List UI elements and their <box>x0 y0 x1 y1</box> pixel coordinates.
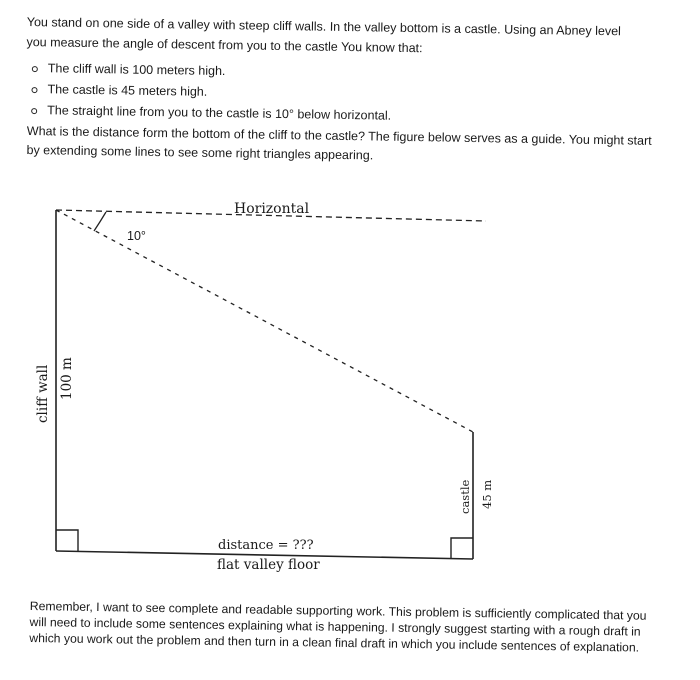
problem-question: What is the distance form the bottom of the cliff to the castle? The figure below serves as a guide. You might start by extending some lines to see some right triangles appearing. <box>26 123 652 163</box>
fact-angle: The straight line from you to the castle is 10° below horizontal. <box>47 100 467 128</box>
line-of-sight <box>56 210 473 432</box>
valley-floor-label: flat valley floor <box>217 557 320 573</box>
right-angle-marker-cliff <box>56 530 78 551</box>
cliff-label: cliff wall <box>35 364 51 423</box>
fact-cliff-height: The cliff wall is 100 meters high. <box>48 58 468 86</box>
horizontal-label: Horizontal <box>234 201 310 217</box>
fact-castle-height: The castle is 45 meters high. <box>47 79 467 107</box>
instructions-footer: Remember, I want to see complete and readable supporting work. This problem is sufficiently complicated that you will need to include some sentences explaining what is happening. I strongly suggest starting with a rough draft in which you work out the problem and then turn in a clean final draft in which you include sentences of explanation. <box>29 598 647 655</box>
problem-intro: You stand on one side of a valley with steep cliff walls. In the valley bottom is a castle. Using an Abney level you measure the angle of descent from you to the castle You know that: <box>26 14 621 56</box>
cliff-height-label: 100 m <box>59 357 75 400</box>
right-angle-marker-castle <box>451 538 473 558</box>
angle-arc <box>94 212 106 231</box>
angle-label: 10° <box>127 229 146 243</box>
castle-label: castle <box>458 479 472 514</box>
distance-label: distance = ??? <box>218 538 314 553</box>
castle-height-label: 45 m <box>480 479 494 509</box>
